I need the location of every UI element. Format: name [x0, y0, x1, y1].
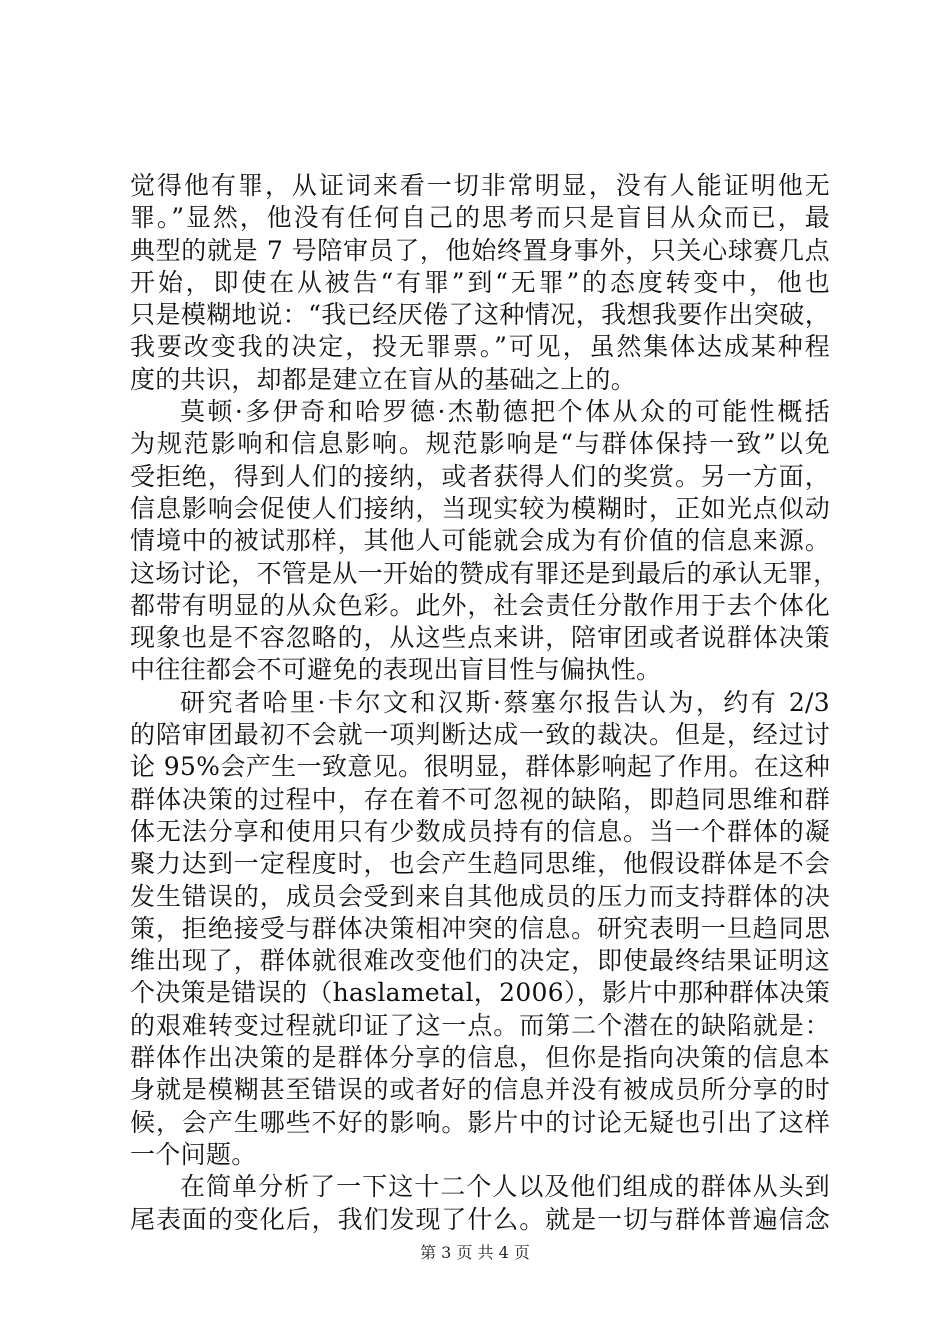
text-line: 群体作出决策的是群体分享的信息，但你是指向决策的信息本 — [130, 1043, 830, 1073]
text-line: 个决策是错误的（haslametal，2006），影片中那种群体决策 — [130, 978, 830, 1008]
text-line: 候，会产生哪些不好的影响。影片中的讨论无疑也引出了这样 — [130, 1107, 830, 1137]
text-line: 罪。”显然，他没有任何自己的思考而只是盲目从众而已，最 — [130, 203, 830, 233]
paragraph-first-line: 莫顿·多伊奇和哈罗德·杰勒德把个体从众的可能性概括 — [180, 397, 830, 427]
text-line: 论 95%会产生一致意见。很明显，群体影响起了作用。在这种 — [130, 752, 830, 782]
page-number-footer: 第 3 页 共 4 页 — [420, 1243, 530, 1262]
text-line: 一个问题。 — [130, 1139, 257, 1169]
text-line: 只是模糊地说：“我已经厌倦了这种情况，我想我要作出突破， — [130, 300, 830, 330]
text-line: 觉得他有罪，从证词来看一切非常明显，没有人能证明他无 — [130, 171, 830, 200]
paragraph-first-line: 在简单分析了一下这十二个人以及他们组成的群体从头到 — [180, 1172, 830, 1202]
text-line: 尾表面的变化后，我们发现了什么。就是一切与群体普遍信念 — [130, 1204, 830, 1234]
text-line: 发生错误的，成员会受到来自其他成员的压力而支持群体的决 — [130, 881, 830, 911]
text-line: 为规范影响和信息影响。规范影响是“与群体保持一致”以免 — [130, 429, 830, 459]
text-line: 我要改变我的决定，投无罪票。”可见，虽然集体达成某种程 — [130, 332, 830, 362]
text-line: 身就是模糊甚至错误的或者好的信息并没有被成员所分享的时 — [130, 1075, 830, 1105]
text-line: 开始，即使在从被告“有罪”到“无罪”的态度转变中，他也 — [130, 267, 830, 297]
text-line: 这场讨论，不管是从一开始的赞成有罪还是到最后的承认无罪， — [130, 558, 839, 588]
body-text — [130, 170, 839, 1236]
text-line: 情境中的被试那样，其他人可能就会成为有价值的信息来源。 — [130, 526, 830, 556]
text-line: 典型的就是 7 号陪审员了，他始终置身事外，只关心球赛几点 — [130, 235, 830, 265]
text-line: 中往往都会不可避免的表现出盲目性与偏执性。 — [130, 655, 662, 685]
text-line: 的陪审团最初不会就一项判断达成一致的裁决。但是，经过讨 — [130, 720, 830, 750]
text-line: 都带有明显的从众色彩。此外，社会责任分散作用于去个体化 — [130, 590, 830, 620]
text-line: 聚力达到一定程度时，也会产生趋同思维，他假设群体是不会 — [130, 849, 830, 879]
text-line: 度的共识，却都是建立在盲从的基础之上的。 — [130, 364, 637, 394]
text-line: 体无法分享和使用只有少数成员持有的信息。当一个群体的凝 — [130, 816, 830, 846]
text-line: 的艰难转变过程就印证了这一点。而第二个潜在的缺陷就是： — [130, 1010, 830, 1040]
text-line: 维出现了，群体就很难改变他们的决定，即使最终结果证明这 — [130, 946, 830, 976]
paragraph-first-line: 研究者哈里·卡尔文和汉斯·蔡塞尔报告认为，约有 2/3 — [180, 687, 830, 717]
text-line: 群体决策的过程中，存在着不可忽视的缺陷，即趋同思维和群 — [130, 784, 830, 814]
text-line: 现象也是不容忽略的，从这些点来讲，陪审团或者说群体决策 — [130, 623, 830, 653]
text-line: 信息影响会促使人们接纳，当现实较为模糊时，正如光点似动 — [130, 493, 830, 523]
text-line: 策，拒绝接受与群体决策相冲突的信息。研究表明一旦趋同思 — [130, 913, 830, 943]
text-line: 受拒绝，得到人们的接纳，或者获得人们的奖赏。另一方面， — [130, 461, 830, 491]
